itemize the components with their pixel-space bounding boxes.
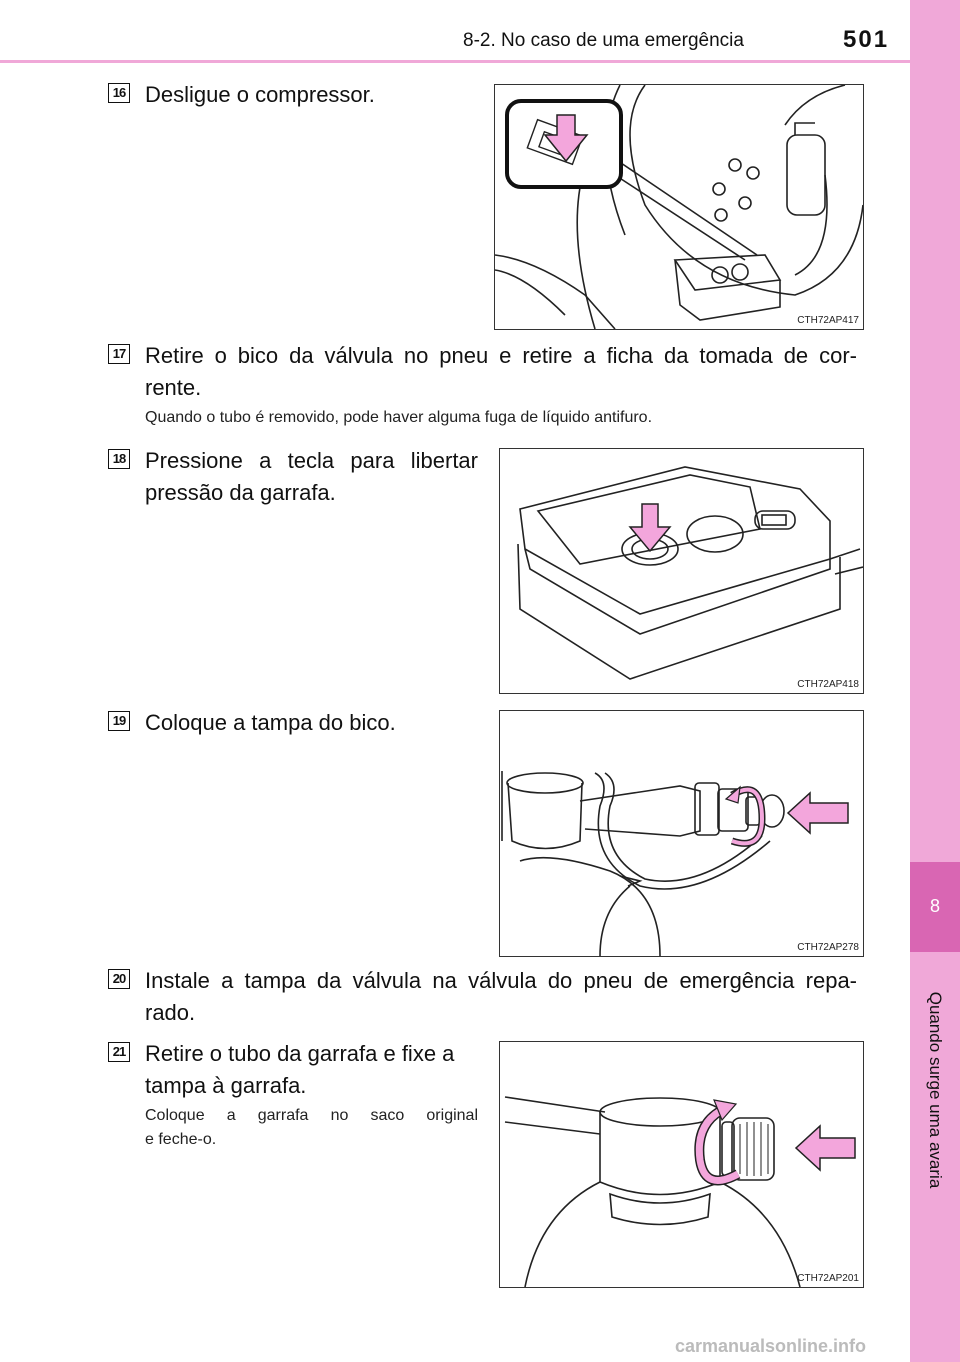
header-divider: [0, 60, 910, 63]
step-20-line2: rado.: [145, 1000, 196, 1025]
figure-code: CTH72AP201: [797, 1273, 859, 1284]
step-17-line2: rente.: [145, 375, 202, 400]
step-16-text: Desligue o compressor.: [145, 82, 375, 107]
step-21-line1: Retire o tubo da garrafa e fixe a: [145, 1041, 455, 1066]
step-21-line2: tampa à garrafa.: [145, 1073, 307, 1098]
figure-code: CTH72AP278: [797, 942, 859, 953]
step-17-note: Quando o tubo é removido, pode haver alguma fuga de líquido antifuro.: [145, 409, 653, 426]
press-down-arrow-icon: [630, 504, 670, 551]
compressor-switch-illustration: [495, 85, 863, 329]
release-button-illustration: [500, 449, 863, 693]
step-21-note-line1: Coloque a garrafa no saco original: [145, 1107, 478, 1124]
figure-code: CTH72AP418: [797, 679, 859, 690]
step-18-line1: Pressione a tecla para libertar: [145, 448, 478, 473]
nozzle-cap-illustration: [500, 711, 863, 956]
footer-watermark[interactable]: carmanualsonline.info: [675, 1336, 867, 1356]
push-left-arrow-icon: [796, 1126, 855, 1170]
step-19-text: Coloque a tampa do bico.: [145, 710, 396, 735]
chapter-number-box[interactable]: [910, 862, 960, 952]
step-number-16: 16: [108, 83, 130, 103]
step-number-17: 17: [108, 344, 130, 364]
figure-release-button: [499, 448, 864, 694]
push-left-arrow-icon: [788, 793, 848, 833]
chapter-title: Quando surge uma avaria: [926, 991, 945, 1189]
step-number-18: 18: [108, 449, 130, 469]
section-title: 8-2. No caso de uma emergência: [463, 30, 744, 51]
figure-compressor-switch: [494, 84, 864, 330]
step-20-line1: Instale a tampa da válvula na válvula do pneu de emergência repa-: [145, 968, 857, 993]
step-21-note-line2: e feche-o.: [145, 1131, 217, 1148]
step-18-line2: pressão da garrafa.: [145, 480, 336, 505]
step-number-20: 20: [108, 969, 130, 989]
step-17-line1: Retire o bico da válvula no pneu e retire a ficha da tomada de cor-: [145, 343, 857, 368]
step-number-19: 19: [108, 711, 130, 731]
figure-bottle-cap: [499, 1041, 864, 1288]
step-number-21: 21: [108, 1042, 130, 1062]
chapter-number: 8: [929, 896, 940, 916]
bottle-cap-illustration: [500, 1042, 863, 1287]
page-number: 501: [843, 26, 890, 53]
figure-nozzle-cap: [499, 710, 864, 957]
chapter-title-vertical: [913, 960, 957, 1220]
figure-code: CTH72AP417: [797, 315, 859, 326]
